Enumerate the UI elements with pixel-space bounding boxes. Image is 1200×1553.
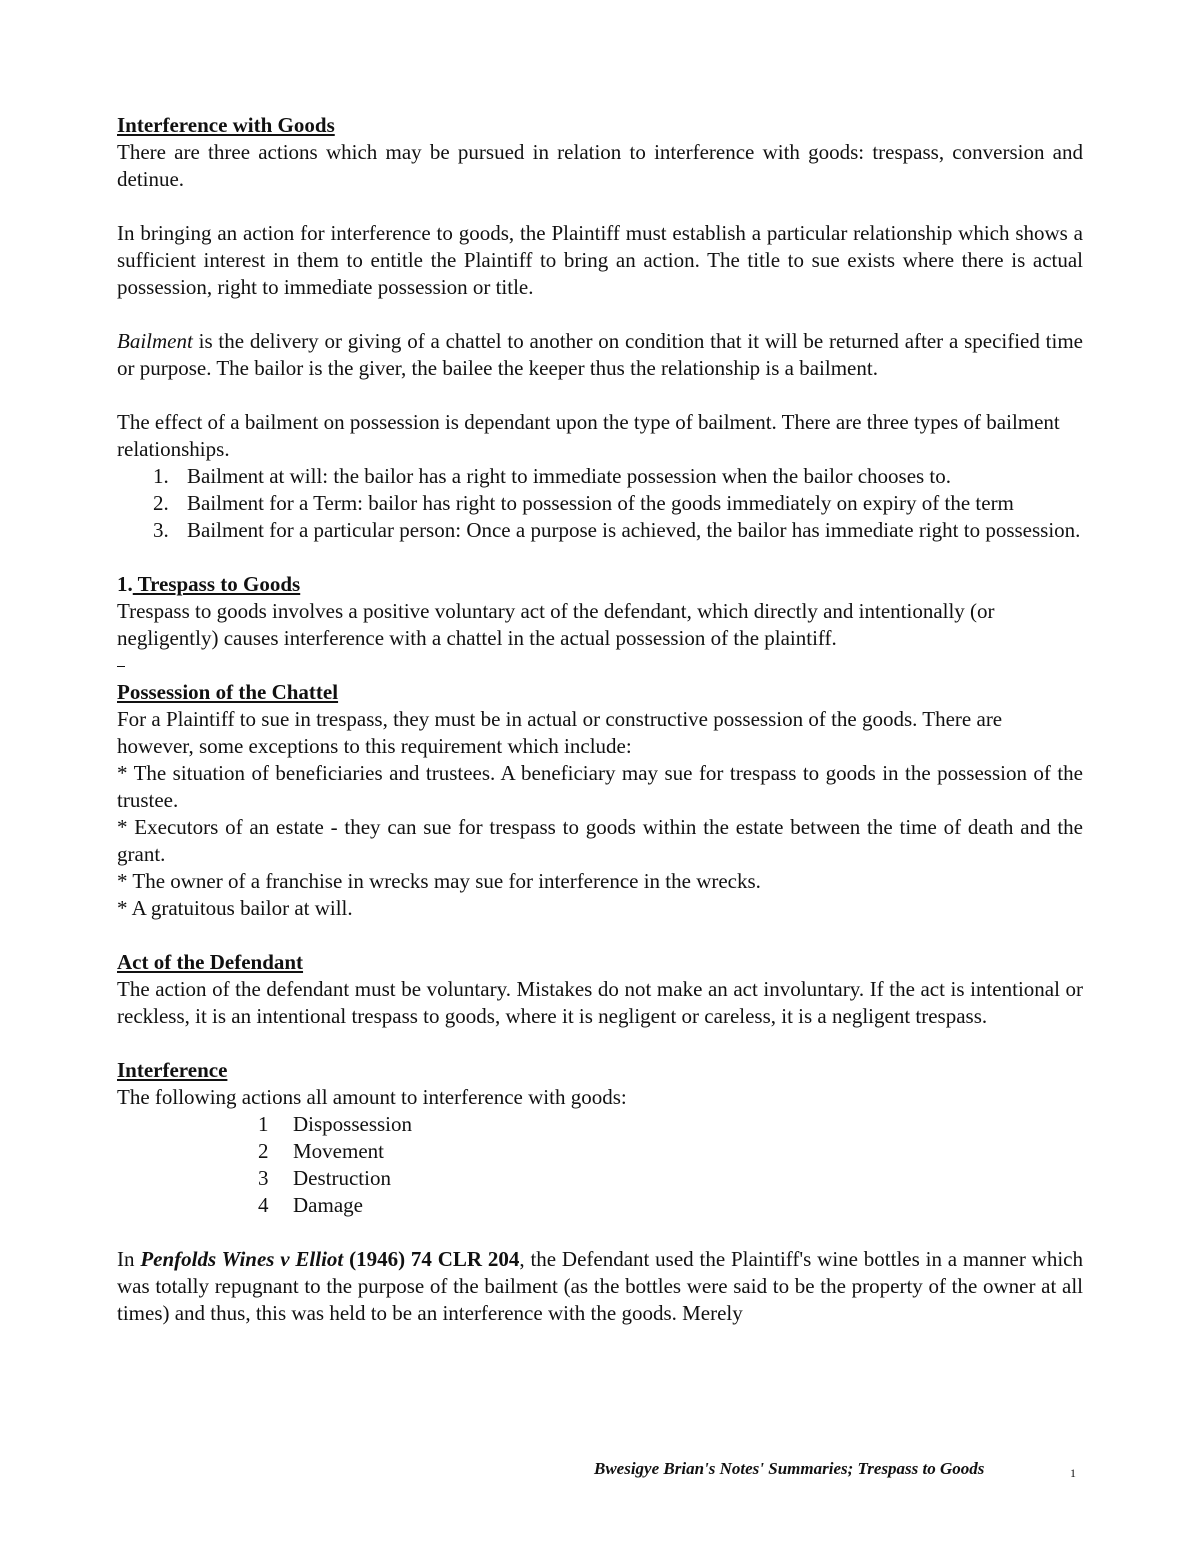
exception-item: * A gratuitous bailor at will.	[117, 896, 353, 920]
trespass-paragraph: Trespass to goods involves a positive voluntary act of the defendant, which directly and intentionally (or negligently) causes interference with a chattel in the actual possession of the plaintiff.	[117, 599, 995, 650]
stray-underline	[117, 652, 1083, 679]
section-title: Trespass to Goods	[132, 572, 301, 596]
interference-list	[117, 1111, 1083, 1219]
interference-intro: The following actions all amount to interference with goods:	[117, 1085, 627, 1109]
exception-item: * The owner of a franchise in wrecks may sue for interference in the wrecks.	[117, 869, 761, 893]
section-number: 1.	[117, 572, 133, 596]
heading-trespass-to-goods	[117, 571, 1083, 598]
page-footer: Bwesigye Brian's Notes' Summaries; Trespass to Goods	[594, 1459, 985, 1478]
list-item: 1 Dispossession	[258, 1112, 413, 1136]
bailment-types-list	[117, 463, 1083, 544]
list-item: 1. Bailment at will: the bailor has a right to immediate possession when the bailor chooses to.	[153, 464, 952, 488]
list-item: 4 Damage	[258, 1193, 363, 1217]
list-item: 2. Bailment for a Term: bailor has right to possession of the goods immediately on expiry of the term	[153, 491, 1014, 515]
bailment-definition: is the delivery or giving of a chattel to another on condition that it will be returned after a specified time or purpose. The bailor is the giver, the bailee the keeper thus the relationship is a bailment.	[117, 329, 1083, 380]
heading-act-of-defendant: Act of the Defendant	[117, 950, 304, 974]
title-to-sue-paragraph: In bringing an action for interference to goods, the Plaintiff must establish a particular relationship which shows a sufficient interest in them to entitle the Plaintiff to bring an action. The title to sue exists where there is actual possession, right to immediate possession or title.	[117, 221, 1083, 299]
page-number: 1	[1070, 1466, 1076, 1480]
bailment-effect-paragraph: The effect of a bailment on possession is dependant upon the type of bailment. There are three types of bailment relationships.	[117, 410, 1060, 461]
exception-item: * Executors of an estate - they can sue for trespass to goods within the estate between the time of death and the grant.	[117, 815, 1083, 866]
list-item: 3 Destruction	[258, 1166, 391, 1190]
penfolds-paragraph: In Penfolds Wines v Elliot (1946) 74 CLR 204, the Defendant used the Plaintiff's wine bottles in a manner which was totally repugnant to the purpose of the bailment (as the bottles were said to be the property of the owner at all times) and thus, this was held to be an interference with the goods. Merely	[117, 1247, 1084, 1325]
bailment-term: Bailment	[117, 329, 193, 353]
list-item: 3. Bailment for a particular person: Once a purpose is achieved, the bailor has immediate right to possession.	[153, 518, 1081, 542]
bailment-paragraph	[117, 328, 1083, 382]
intro-paragraph: There are three actions which may be pursued in relation to interference with goods: trespass, conversion and detinue.	[117, 140, 1083, 191]
heading-interference-with-goods: Interference with Goods	[117, 113, 335, 137]
act-paragraph: The action of the defendant must be voluntary. Mistakes do not make an act involuntary. If the act is intentional or reckless, it is an intentional trespass to goods, where it is negligent or careless, it is a negligent trespass.	[117, 977, 1083, 1028]
heading-interference: Interference	[117, 1058, 228, 1082]
exception-item: * The situation of beneficiaries and trustees. A beneficiary may sue for trespass to goods in the possession of the trustee.	[117, 761, 1083, 812]
case-citation: (1946) 74 CLR 204	[343, 1247, 520, 1271]
case-name: Penfolds Wines v Elliot	[140, 1247, 344, 1271]
document-page	[117, 112, 1083, 1327]
heading-possession-of-chattel: Possession of the Chattel	[117, 680, 339, 704]
possession-intro: For a Plaintiff to sue in trespass, they must be in actual or constructive possession of the goods. There are however, some exceptions to this requirement which include:	[117, 707, 1003, 758]
list-item: 2 Movement	[258, 1139, 384, 1163]
